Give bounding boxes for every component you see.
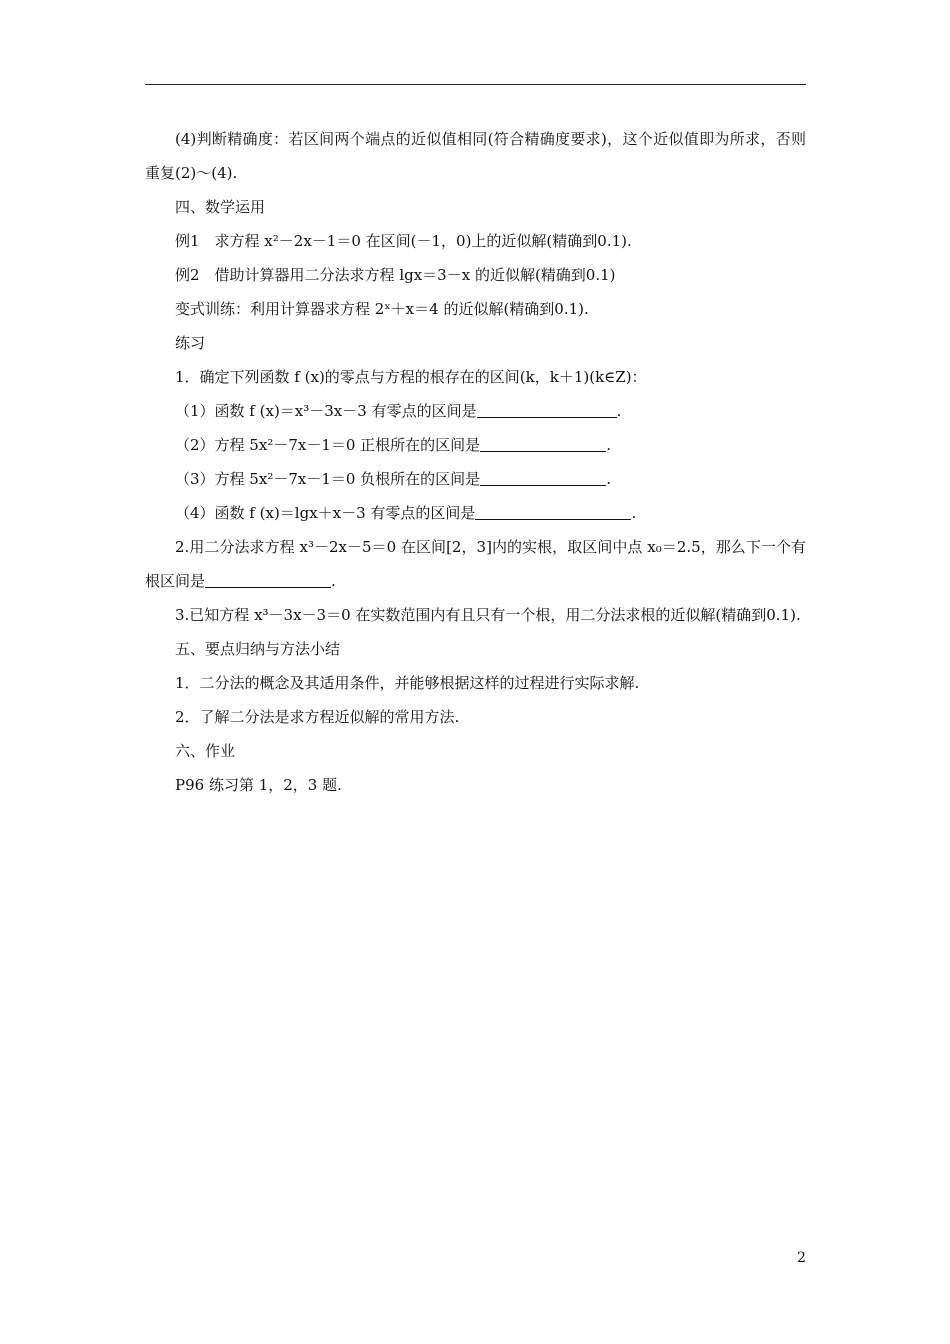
period: . <box>616 402 622 420</box>
page-number: 2 <box>797 1250 806 1266</box>
document-body <box>145 122 806 802</box>
answer-blank[interactable] <box>475 505 631 520</box>
answer-blank[interactable] <box>477 403 617 418</box>
variant-training: 变式训练：利用计算器求方程 2ˣ＋x＝4 的近似解(精确到0.1). <box>175 300 589 318</box>
period: . <box>606 470 611 488</box>
question-1-part-1-text: （1）函数 f (x)＝x³－3x－3 有零点的区间是 <box>175 402 477 420</box>
question-1-part-3-text: （3）方程 5x²－7x－1＝0 负根所在的区间是 <box>175 470 481 488</box>
period: . <box>606 436 611 454</box>
question-1-part-4-text: （4）函数 f (x)＝lgx＋x－3 有零点的区间是 <box>175 504 476 522</box>
summary-item-1: 1．二分法的概念及其适用条件，并能够根据这样的过程进行实际求解. <box>175 674 640 692</box>
question-1-part-1 <box>145 394 806 428</box>
question-3: 3.已知方程 x³－3x－3＝0 在实数范围内有且只有一个根，用二分法求根的近似解(精确到0.1). <box>175 606 801 624</box>
homework-assignment: P96 练习第 1，2，3 题. <box>175 776 342 794</box>
period: . <box>631 504 637 522</box>
answer-blank[interactable] <box>480 437 606 452</box>
example-2: 例2 借助计算器用二分法求方程 lgx＝3－x 的近似解(精确到0.1) <box>175 266 616 284</box>
summary-item-2: 2．了解二分法是求方程近似解的常用方法. <box>175 708 460 726</box>
question-1-part-4 <box>145 496 806 530</box>
practice-heading: 练习 <box>175 334 206 352</box>
question-1-part-2-text: （2）方程 5x²－7x－1＝0 正根所在的区间是 <box>175 436 481 454</box>
period: . <box>331 572 336 590</box>
section-heading-homework: 六、作业 <box>175 742 236 760</box>
answer-blank[interactable] <box>480 471 606 486</box>
section-heading-math-application: 四、数学运用 <box>175 198 266 216</box>
example-1: 例1 求方程 x²－2x－1＝0 在区间(－1，0)上的近似解(精确到0.1). <box>175 232 632 250</box>
answer-blank[interactable] <box>205 573 331 588</box>
header-rule <box>145 84 806 85</box>
question-2-text: 2.用二分法求方程 x³－2x－5＝0 在区间[2，3]内的实根，取区间中点 x₀＝2.5，那么下一个有根区间是 <box>145 538 806 590</box>
question-1-part-2 <box>145 428 806 462</box>
question-2 <box>145 530 806 598</box>
paragraph-step-4: (4)判断精确度：若区间两个端点的近似值相同(符合精确度要求)，这个近似值即为所求，否则重复(2)～(4). <box>145 130 806 182</box>
question-1: 1．确定下列函数 f (x)的零点与方程的根存在的区间(k，k＋1)(k∈Z)： <box>175 368 647 386</box>
question-1-part-3 <box>145 462 806 496</box>
section-heading-summary: 五、要点归纳与方法小结 <box>175 640 341 658</box>
